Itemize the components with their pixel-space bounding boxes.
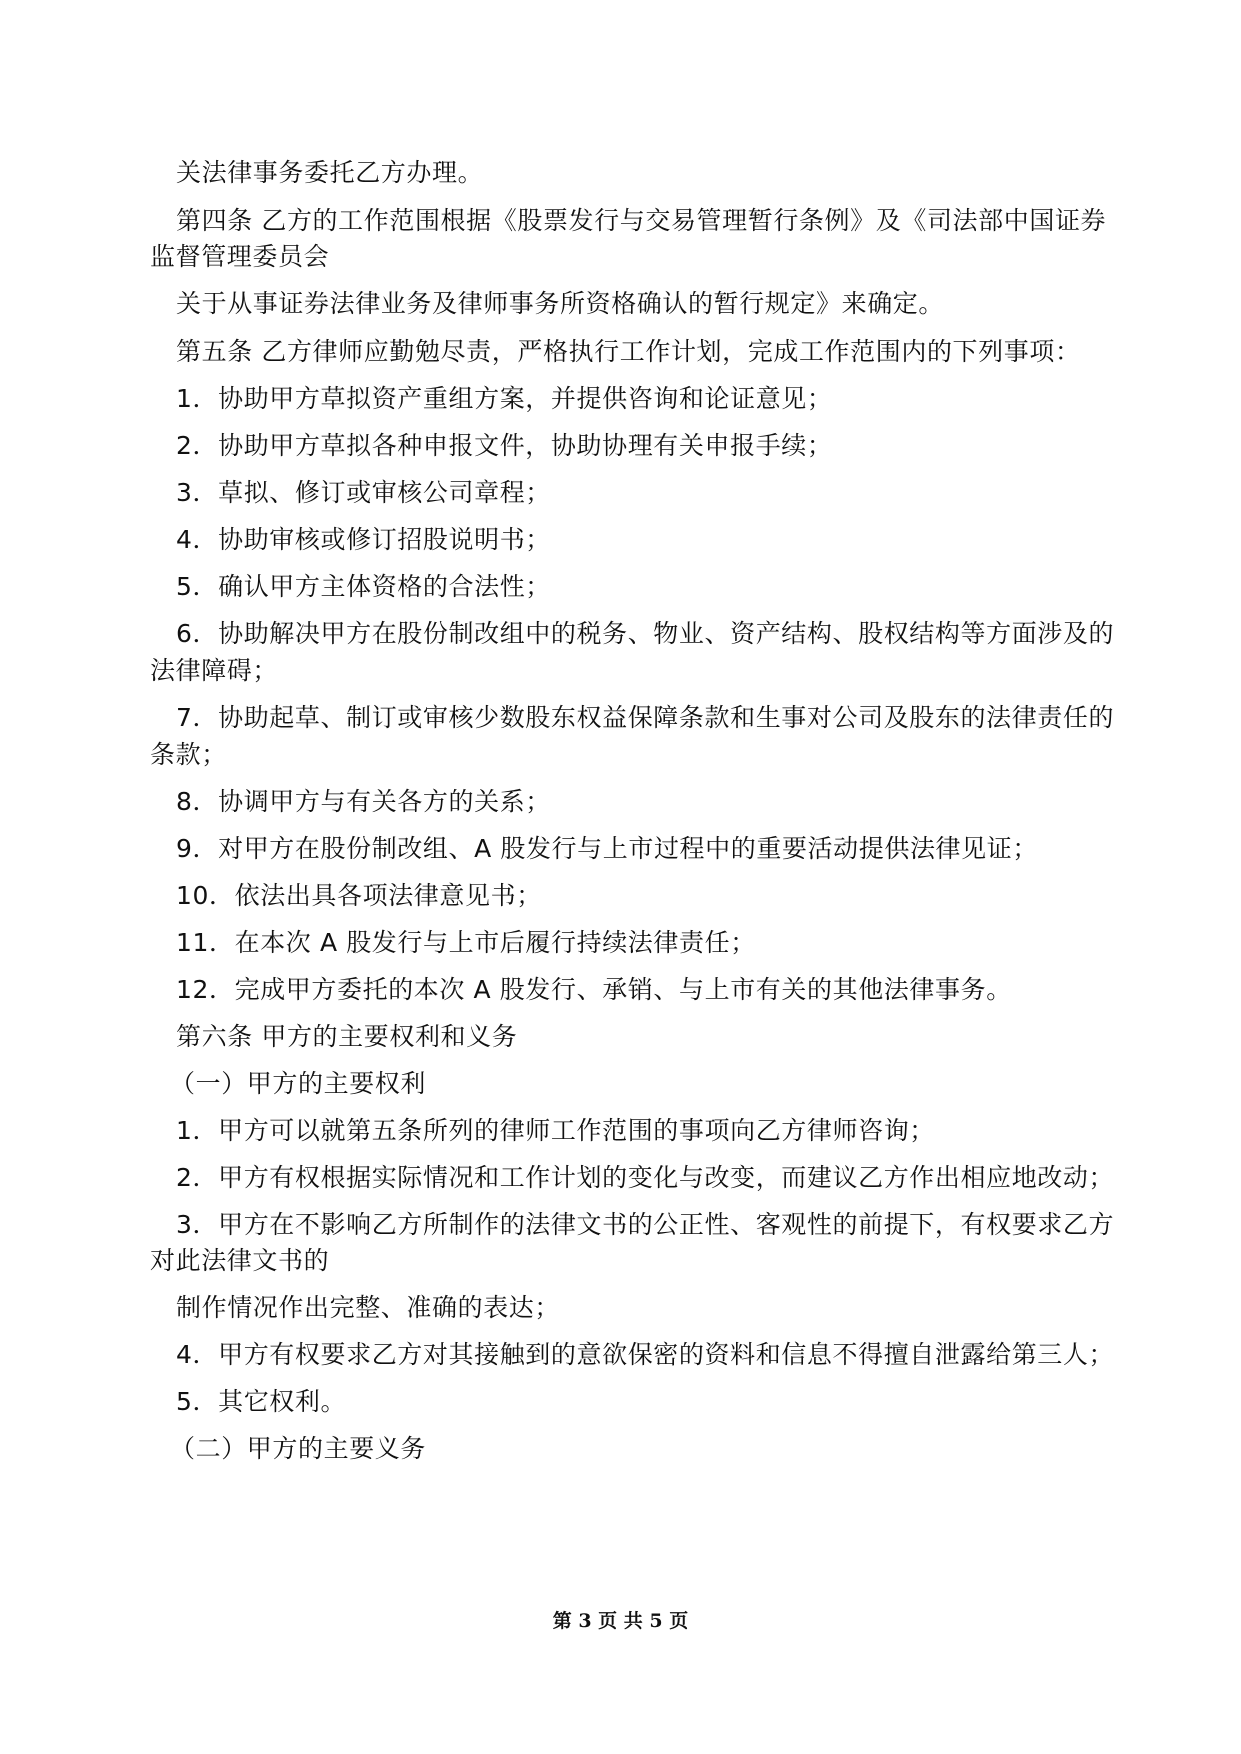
list-item: 3．甲方在不影响乙方所制作的法律文书的公正性、客观性的前提下，有权要求乙方 <box>176 1210 1115 1239</box>
list-item-continuation: 制作情况作出完整、准确的表达； <box>176 1293 561 1322</box>
list-item: 4．甲方有权要求乙方对其接触到的意欲保密的资料和信息不得擅自泄露给第三人； <box>176 1340 1115 1369</box>
page-number-footer: 第 3 页 共 5 页 <box>552 1610 689 1632</box>
list-item-continuation: 条款； <box>150 740 227 769</box>
section-heading: （一）甲方的主要权利 <box>170 1069 427 1098</box>
article-4-heading: 第四条 乙方的工作范围根据《股票发行与交易管理暂行条例》及《司法部中国证券 <box>176 206 1107 235</box>
list-item: 11．在本次 A 股发行与上市后履行持续法律责任； <box>176 928 756 957</box>
list-item: 2．协助甲方草拟各种申报文件，协助协理有关申报手续； <box>176 431 833 460</box>
list-item: 7．协助起草、制订或审核少数股东权益保障条款和生事对公司及股东的法律责任的 <box>176 703 1115 732</box>
body-line: 监督管理委员会 <box>150 242 330 271</box>
list-item: 9．对甲方在股份制改组、A 股发行与上市过程中的重要活动提供法律见证； <box>176 834 1038 863</box>
list-item: 3．草拟、修订或审核公司章程； <box>176 478 551 507</box>
list-item: 12．完成甲方委托的本次 A 股发行、承销、与上市有关的其他法律事务。 <box>176 975 1012 1004</box>
list-item: 1．甲方可以就第五条所列的律师工作范围的事项向乙方律师咨询； <box>176 1116 935 1145</box>
list-item: 6．协助解决甲方在股份制改组中的税务、物业、资产结构、股权结构等方面涉及的 <box>176 619 1115 648</box>
list-item: 8．协调甲方与有关各方的关系； <box>176 787 551 816</box>
list-item: 1．协助甲方草拟资产重组方案，并提供咨询和论证意见； <box>176 384 833 413</box>
list-item-continuation: 对此法律文书的 <box>150 1246 330 1275</box>
list-item: 5．确认甲方主体资格的合法性； <box>176 572 551 601</box>
list-item: 5．其它权利。 <box>176 1387 347 1416</box>
list-item: 4．协助审核或修订招股说明书； <box>176 525 551 554</box>
body-line: 关于从事证券法律业务及律师事务所资格确认的暂行规定》来确定。 <box>176 289 945 318</box>
article-6-heading: 第六条 甲方的主要权利和义务 <box>176 1022 518 1051</box>
list-item-continuation: 法律障碍； <box>150 656 279 685</box>
article-5-heading: 第五条 乙方律师应勤勉尽责，严格执行工作计划，完成工作范围内的下列事项： <box>176 337 1081 366</box>
list-item: 10．依法出具各项法律意见书； <box>176 881 542 910</box>
body-line: 关法律事务委托乙方办理。 <box>176 158 484 187</box>
list-item: 2．甲方有权根据实际情况和工作计划的变化与改变，而建议乙方作出相应地改动； <box>176 1163 1115 1192</box>
section-heading: （二）甲方的主要义务 <box>170 1434 427 1463</box>
